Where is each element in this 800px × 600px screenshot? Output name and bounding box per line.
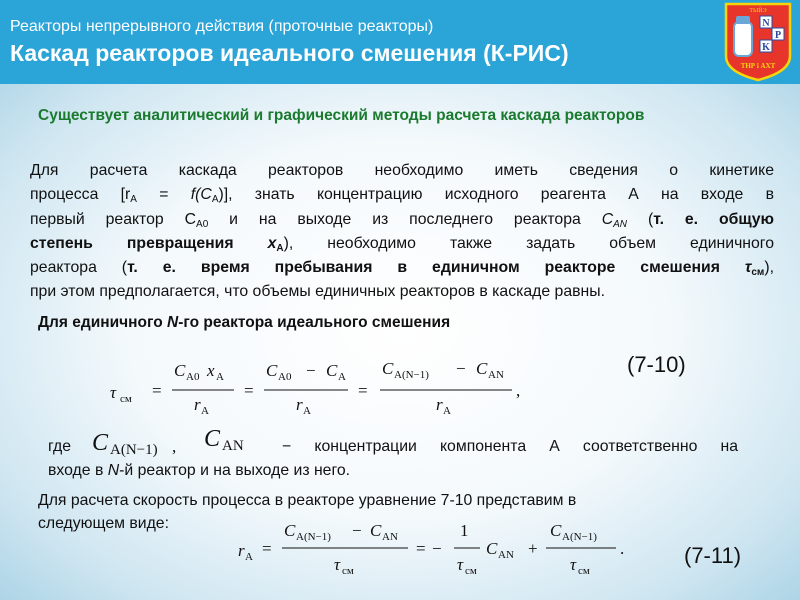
svg-text:−: − — [456, 359, 466, 378]
svg-text:A0: A0 — [278, 371, 292, 383]
svg-text:A: A — [216, 371, 224, 383]
svg-text:см: см — [578, 565, 590, 577]
equation-number-7-10: (7-10) — [627, 352, 686, 377]
svg-text:−: − — [306, 361, 316, 380]
logo-letter-k: K — [762, 42, 770, 53]
svg-text:см: см — [120, 393, 132, 405]
para-line-2: процесса $[r_А = f(C_A)]$, знать концентрацию исходного реагента А на входе в — [30, 186, 774, 206]
svg-text:C: C — [326, 361, 338, 380]
svg-text:−: − — [432, 539, 442, 558]
svg-text:C: C — [476, 359, 488, 378]
rate-calc-line-2: следующем виде: — [38, 515, 169, 532]
logo-bottom-text: ТНР і АХТ — [740, 62, 776, 70]
logo-letter-p: P — [774, 30, 782, 41]
svg-text:−: − — [352, 521, 362, 540]
para-line-4: степень превращения $x_A$), необходимо также задать объем единичного — [30, 234, 775, 254]
svg-text:AN: AN — [488, 369, 504, 381]
where-description-line-2: входе в N-й реактор и на выходе из него. — [48, 462, 351, 479]
para-line-6: при этом предполагается, что объемы единичных реакторов в каскаде равны. — [30, 283, 605, 301]
where-description: − концентрации компонента А соответственно на — [282, 438, 738, 455]
where-label: где — [48, 438, 72, 455]
para-line-1: Для расчета каскада реакторов необходимо иметь сведения о кинетике — [30, 162, 774, 179]
svg-text:r: r — [238, 541, 245, 560]
svg-text:см: см — [342, 565, 354, 577]
slide-title: Каскад реакторов идеального смешения (К-РИС) — [10, 40, 569, 66]
svg-text:C: C — [204, 426, 221, 452]
rate-calc-line-1: Для расчета скорость процесса в реакторе уравнение 7-10 представим в — [38, 492, 577, 509]
svg-text:AN: AN — [222, 438, 244, 454]
svg-text:см: см — [465, 565, 477, 577]
logo-top-text: ТЫЙЭ — [749, 8, 767, 14]
svg-text:.: . — [620, 539, 625, 558]
para-line-5: реактора (т. е. время пребывания в единичном реакторе смешения $\tau_{см}$), — [30, 259, 774, 279]
where-symbols — [88, 422, 288, 462]
svg-text:τ: τ — [570, 555, 577, 574]
university-logo — [722, 2, 794, 82]
equation-7-10 — [100, 344, 660, 424]
svg-text:,: , — [172, 437, 177, 456]
svg-text:A: A — [338, 371, 346, 383]
equation-7-11 — [232, 514, 672, 584]
svg-text:=: = — [416, 539, 426, 558]
header-bar — [0, 0, 800, 84]
svg-text:1: 1 — [460, 521, 469, 540]
svg-text:C: C — [382, 359, 394, 378]
svg-text:r: r — [296, 395, 303, 414]
svg-text:A: A — [443, 405, 451, 417]
svg-text:AN: AN — [382, 531, 398, 543]
svg-text:A: A — [201, 405, 209, 417]
svg-text:AN: AN — [498, 549, 514, 561]
svg-text:τ: τ — [457, 555, 464, 574]
intro-paragraph — [30, 159, 774, 305]
svg-text:r: r — [194, 395, 201, 414]
svg-text:=: = — [152, 381, 162, 400]
svg-text:C: C — [92, 430, 109, 456]
svg-text:A: A — [245, 551, 253, 563]
para-line-3: первый реактор $C_{A0}$ и на выходе из последнего реактора $C_{AN}$ (т. е. общую — [30, 210, 774, 230]
svg-text:=: = — [244, 381, 254, 400]
svg-text:C: C — [550, 521, 562, 540]
svg-text:A(N−1): A(N−1) — [562, 531, 597, 543]
svg-text:A(N−1): A(N−1) — [296, 531, 331, 543]
svg-text:r: r — [436, 395, 443, 414]
svg-text:x: x — [207, 361, 215, 380]
eq1-tau: τ — [110, 383, 117, 402]
svg-text:A0: A0 — [186, 371, 200, 383]
svg-text:C: C — [370, 521, 382, 540]
equation-number-7-11: (7-11) — [684, 543, 742, 568]
svg-text:C: C — [284, 521, 296, 540]
svg-text:+: + — [528, 539, 538, 558]
svg-text:C: C — [266, 361, 278, 380]
svg-text:C: C — [486, 539, 498, 558]
svg-text:A(N−1): A(N−1) — [110, 442, 158, 458]
logo-letter-n: N — [762, 18, 770, 29]
slide-subtitle: Реакторы непрерывного действия (проточные реакторы) — [10, 18, 434, 35]
subsection-heading: Для единичного N-го реактора идеального смешения — [38, 314, 451, 331]
svg-text:A(N−1): A(N−1) — [394, 369, 429, 381]
svg-text:=: = — [262, 539, 272, 558]
svg-text:A: A — [303, 405, 311, 417]
svg-text:=: = — [358, 381, 368, 400]
svg-text:,: , — [516, 381, 521, 400]
svg-text:C: C — [174, 361, 186, 380]
section-heading: Существует аналитический и графический методы расчета каскада реакторов — [38, 107, 645, 124]
svg-text:τ: τ — [334, 555, 341, 574]
